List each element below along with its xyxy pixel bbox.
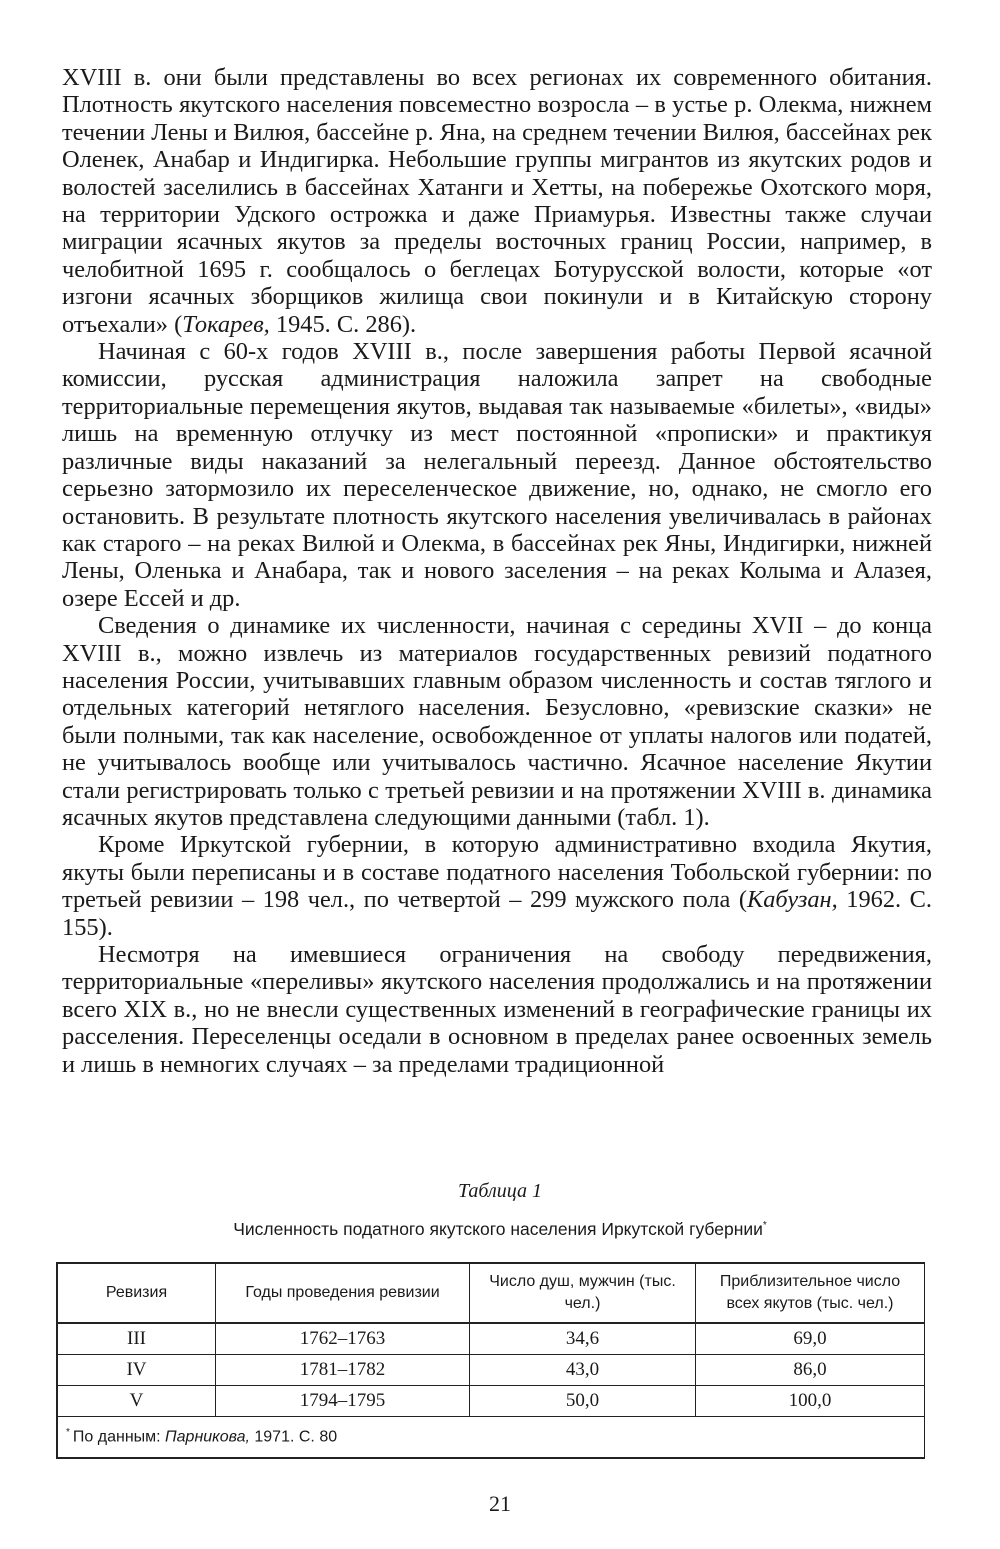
footnote-citation: Парникова, — [165, 1428, 250, 1446]
cell-male-souls: 43,0 — [470, 1355, 696, 1386]
paragraph-5: Несмотря на имевшиеся ограничения на свободу передвижения, территориальные «переливы» якутского населения продолжались и на протяжении всего XIX в., но не внесли существенных изменений в географические границы их расселения. Переселенцы оседали в основном в пределах ранее освоенных земель и лишь в немногих случаях – за пределами традиционной — [62, 941, 932, 1078]
citation-tokarev-ref: 1945. С. 286). — [269, 310, 417, 338]
header-male-souls: Число душ, мужчин (тыс. чел.) — [470, 1264, 696, 1324]
paragraph-1-text: XVIII в. они были представлены во всех регионах их современного обитания. Плотность якутского населения повсеместно возросла – в устье р. Олекма, нижнем течении Лены и Вилюя, бассейне р. Яна, на среднем течении Вилюя, бассейнах рек Оленек, Анабар и Индигирка. Небольшие группы мигрантов из якутских родов и волостей заселились в бассейнах Хатанги и Хетты, на побережье Охотского моря, на территории Удского острожка и даже Приамурья. Известны также случаи миграции ясачных якутов за пределы восточных границ России, например, в челобитной 1695 г. сообщалось о беглецах Ботурусской волости, которые «от изгони ясачных зборщиков жилища свои покинули и в Китайскую сторону отъехали» ( — [62, 64, 932, 338]
cell-years: 1794–1795 — [216, 1386, 470, 1417]
footnote-ref: 1971. С. 80 — [249, 1428, 338, 1446]
page-number: 21 — [489, 1491, 511, 1516]
table-row — [58, 1386, 925, 1417]
paragraph-2: Начиная с 60-х годов XVIII в., после завершения работы Первой ясачной комиссии, русская администрация наложила запрет на свободные территориальные перемещения якутов, выдавая так называемые «билеты», «виды» лишь на временную отлучку из мест постоянной «прописки» и практикуя различные виды наказаний за нелегальный переезд. Данное обстоятельство серьезно затормозило их переселенческое движение, но, однако, не смогло его остановить. В результате плотность якутского населения увеличивалась в районах как старого – на реках Вилюй и Олекма, в бассейнах рек Яны, Индигирки, нижней Лены, Оленька и Анабара, так и нового заселения – на реках Колыма и Алазея, озере Ессей и др. — [62, 338, 932, 612]
citation-kabuzan-ref: 1962. С. 155). — [62, 886, 932, 941]
table-header-row — [58, 1264, 925, 1324]
header-revision: Ревизия — [58, 1264, 216, 1324]
table-title-footnote-mark: * — [762, 1220, 767, 1232]
paragraph-4 — [62, 831, 932, 941]
cell-years: 1762–1763 — [216, 1323, 470, 1355]
cell-revision: V — [58, 1386, 216, 1417]
cell-total-yakuts: 100,0 — [696, 1386, 925, 1417]
cell-years: 1781–1782 — [216, 1355, 470, 1386]
header-total-yakuts: Приблизительное число всех якутов (тыс. чел.) — [696, 1264, 925, 1324]
table-footnote — [58, 1417, 925, 1458]
cell-total-yakuts: 86,0 — [696, 1355, 925, 1386]
table-label: Таблица 1 — [458, 1180, 542, 1202]
table-title — [0, 1219, 1000, 1240]
table-row — [58, 1323, 925, 1355]
table-footnote-row — [58, 1417, 925, 1458]
paragraph-1 — [62, 64, 932, 338]
cell-revision: III — [58, 1323, 216, 1355]
cell-male-souls: 34,6 — [470, 1323, 696, 1355]
footnote-mark: * — [66, 1427, 70, 1439]
body-text — [62, 64, 932, 1078]
table-row — [58, 1355, 925, 1386]
paragraph-3: Сведения о динамике их численности, начиная с середины XVII – до конца XVIII в., можно извлечь из материалов государственных ревизий податного населения России, учитывавших главным образом численность и состав тяглого и отдельных категорий нетяглого населения. Безусловно, «ревизские сказки» не были полными, так как население, освобожденное от уплаты налогов или податей, не учитывалось вообще или учитывалось частично. Ясачное население Якутии стали регистрировать только с третьей ревизии и на протяжении XVIII в. динамика ясачных якутов представлена следующими данными (табл. 1). — [62, 612, 932, 831]
citation-kabuzan: Кабузан, — [747, 886, 838, 914]
header-years: Годы проведения ревизии — [216, 1264, 470, 1324]
cell-total-yakuts: 69,0 — [696, 1323, 925, 1355]
table-title-text: Численность податного якутского населения Иркутской губернии — [233, 1219, 763, 1239]
cell-revision: IV — [58, 1355, 216, 1386]
citation-tokarev: Токарев, — [182, 310, 270, 338]
footnote-prefix: По данным: — [72, 1428, 166, 1446]
paragraph-4-text: Кроме Иркутской губернии, в которую административно входила Якутия, якуты были переписаны и в составе податного населения Тобольской губернии: по третьей ревизии – 198 чел., по четвертой – 299 мужского пола ( — [62, 831, 932, 914]
cell-male-souls: 50,0 — [470, 1386, 696, 1417]
population-table — [56, 1262, 925, 1459]
